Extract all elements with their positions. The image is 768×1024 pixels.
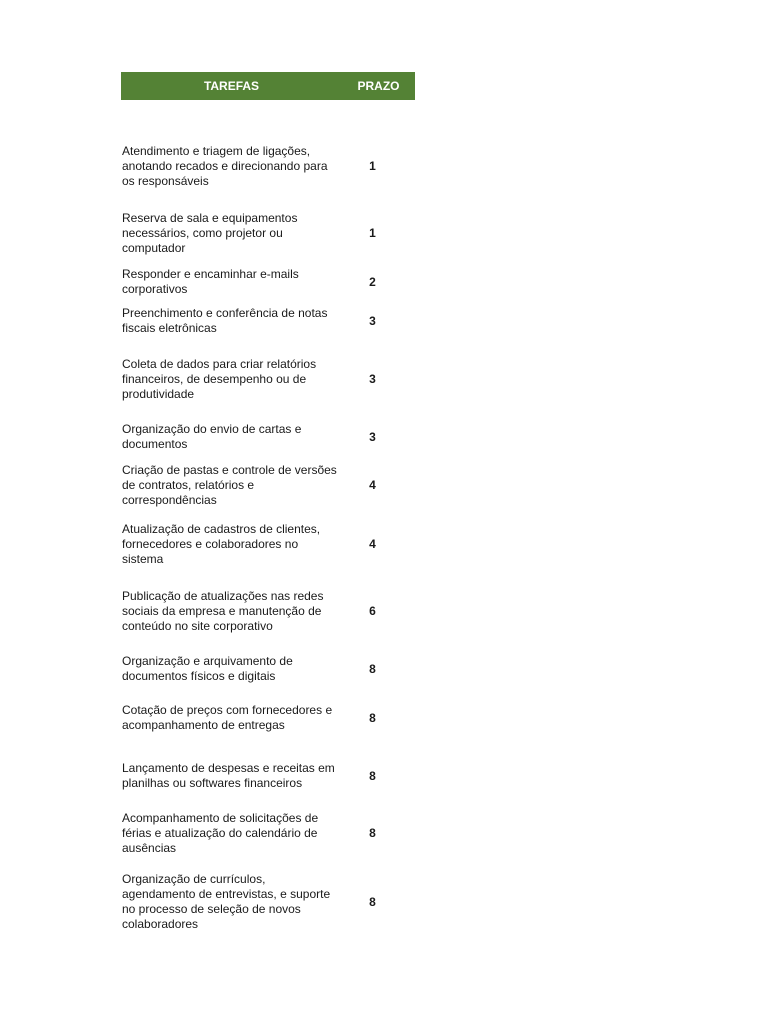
deadline-cell: 4	[369, 478, 376, 492]
task-cell: Coleta de dados para criar relatórios financeiros, de desempenho ou de produtividade	[122, 356, 317, 401]
tasks-table	[121, 72, 415, 931]
deadline-cell: 3	[369, 430, 376, 444]
task-cell: Reserva de sala e equipamentos necessários, como projetor ou computador	[122, 210, 298, 255]
deadline-cell: 8	[369, 895, 376, 909]
task-cell: Organização e arquivamento de documentos físicos e digitais	[122, 654, 293, 683]
table-row	[121, 456, 415, 514]
table-row	[121, 138, 415, 194]
table-row	[121, 303, 415, 339]
deadline-cell: 8	[369, 769, 376, 783]
deadline-cell: 1	[369, 159, 376, 173]
deadline-cell: 6	[369, 604, 376, 618]
table-row	[121, 651, 415, 687]
deadline-cell: 3	[369, 372, 376, 386]
table-header	[121, 72, 415, 100]
deadline-cell: 8	[369, 662, 376, 676]
table-row	[121, 700, 415, 736]
task-cell: Publicação de atualizações nas redes sociais da empresa e manutenção de conteúdo no site corporativo	[122, 588, 324, 633]
table-row	[121, 582, 415, 640]
deadline-cell: 3	[369, 314, 376, 328]
table-row	[121, 758, 415, 794]
task-cell: Atualização de cadastros de clientes, fornecedores e colaboradores no sistema	[122, 521, 321, 566]
table-row	[121, 804, 415, 862]
deadline-cell: 1	[369, 226, 376, 240]
table-row	[121, 864, 415, 940]
task-cell: Criação de pastas e controle de versões de contratos, relatórios e correspondências	[122, 462, 337, 507]
table-row	[121, 515, 415, 573]
task-cell: Organização de currículos, agendamento de entrevistas, e suporte no processo de seleção de novos colaboradores	[122, 872, 331, 931]
table-row	[121, 418, 415, 456]
task-cell: Acompanhamento de solicitações de férias e atualização do calendário de ausências	[122, 810, 319, 855]
deadline-cell: 2	[369, 275, 376, 289]
task-cell: Atendimento e triagem de ligações, anotando recados e direcionando para os responsáveis	[122, 143, 328, 188]
table-row	[121, 264, 415, 300]
task-cell: Preenchimento e conferência de notas fiscais eletrônicas	[122, 306, 328, 335]
table-row	[121, 204, 415, 262]
deadline-cell: 8	[369, 711, 376, 725]
header-deadline: PRAZO	[357, 79, 400, 93]
header-tasks: TAREFAS	[203, 79, 260, 93]
deadline-cell: 4	[369, 537, 376, 551]
task-cell: Responder e encaminhar e-mails corporativos	[122, 267, 299, 296]
task-cell: Lançamento de despesas e receitas em planilhas ou softwares financeiros	[122, 761, 335, 790]
table-row	[121, 350, 415, 408]
deadline-cell: 8	[369, 826, 376, 840]
task-cell: Cotação de preços com fornecedores e acompanhamento de entregas	[122, 703, 333, 732]
task-cell: Organização do envio de cartas e documentos	[122, 422, 302, 451]
